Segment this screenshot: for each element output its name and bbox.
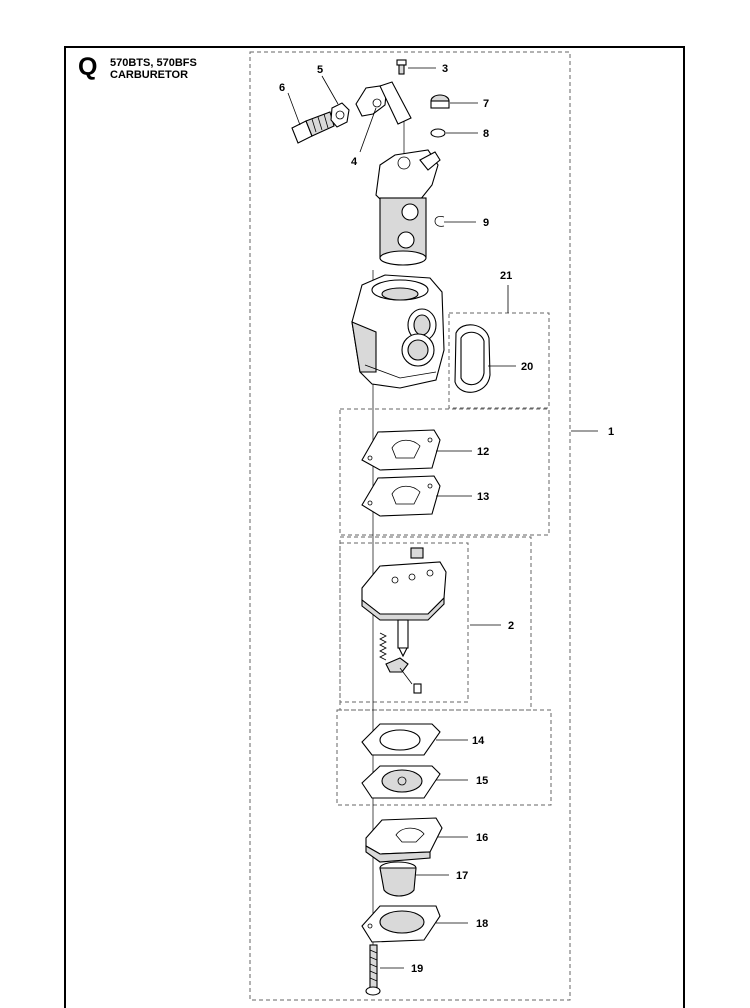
callout-17: 17 — [456, 870, 469, 882]
callout-5: 5 — [317, 64, 324, 76]
callout-19: 19 — [411, 963, 424, 975]
part-o-ring — [455, 325, 490, 392]
part-metering-body — [362, 548, 446, 693]
part-gasket-12 — [362, 430, 440, 470]
part-screw-bottom — [366, 945, 380, 995]
part-gasket-13 — [362, 476, 440, 516]
part-screw-top — [397, 60, 406, 74]
callout-18: 18 — [476, 918, 489, 930]
diagram-title: CARBURETOR — [110, 69, 189, 81]
part-filter-screen — [380, 862, 416, 896]
leader-lines — [288, 68, 598, 968]
part-gasket-14 — [362, 724, 440, 755]
callout-8: 8 — [483, 128, 490, 140]
callout-20: 20 — [521, 361, 534, 373]
model-names: 570BTS, 570BFS — [110, 57, 197, 69]
part-bracket — [356, 82, 411, 124]
callout-14: 14 — [472, 735, 485, 747]
callout-12: 12 — [477, 446, 490, 458]
group-box-gaskets — [340, 409, 549, 535]
part-throttle-body — [376, 150, 440, 265]
callout-4: 4 — [351, 156, 358, 168]
callout-7: 7 — [483, 98, 490, 110]
callout-6: 6 — [279, 82, 286, 94]
part-primer-cover — [362, 906, 440, 942]
callout-3: 3 — [442, 63, 449, 75]
callout-2: 2 — [508, 620, 515, 632]
part-plug-screw — [431, 95, 449, 108]
part-pump-cover — [366, 818, 442, 862]
part-circlip — [435, 216, 444, 226]
callout-13: 13 — [477, 491, 490, 503]
callout-9: 9 — [483, 217, 490, 229]
callout-21: 21 — [500, 270, 513, 282]
callout-15: 15 — [476, 775, 489, 787]
callout-1: 1 — [608, 426, 615, 438]
part-pump-diaphragm — [362, 766, 440, 798]
callout-16: 16 — [476, 832, 489, 844]
section-letter: Q — [78, 53, 98, 81]
part-adjusting-screw — [292, 112, 334, 143]
part-nut — [331, 103, 349, 127]
part-washer — [431, 129, 445, 137]
part-carburetor-body — [352, 275, 444, 388]
